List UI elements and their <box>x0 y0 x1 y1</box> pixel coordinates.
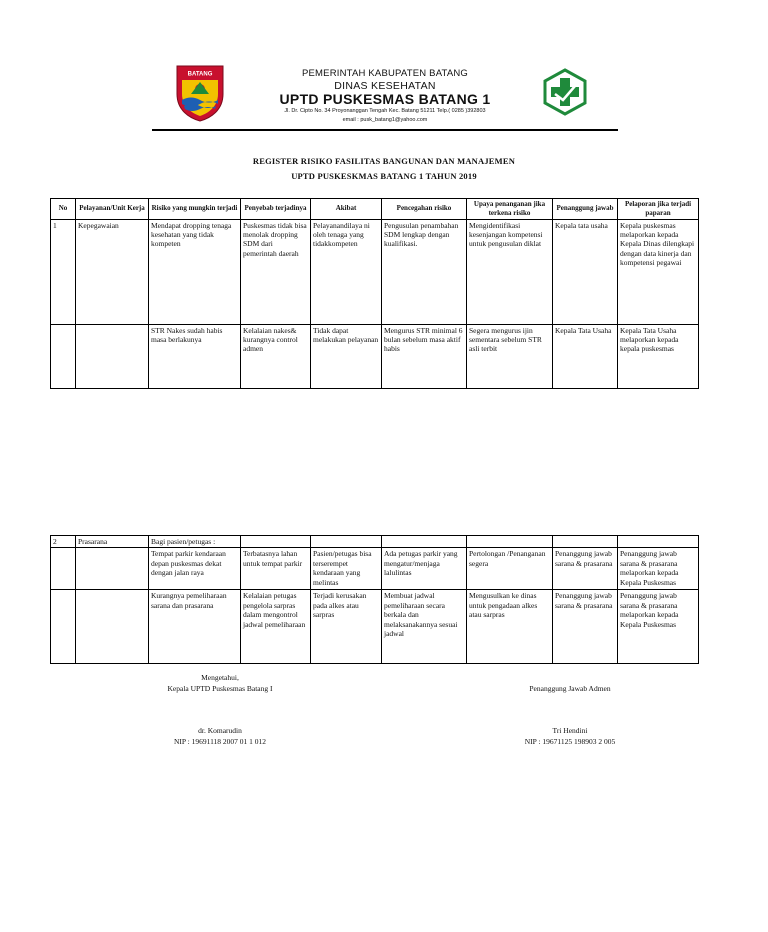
cell: Kurangnya pemeliharaan sarana dan prasarana <box>149 590 241 664</box>
header-prevention: Pencegahan risiko <box>382 199 467 220</box>
cell: Pasien/petugas bisa terserempet kendaraan yang melintas <box>311 548 382 590</box>
table-row <box>51 548 699 590</box>
cell: Segera mengurus ijin sementara sebelum STR asli terbit <box>467 324 553 388</box>
cell: Kelalaian petugas pengelola sarpras dalam mengontrol jadwal pemeliharaan <box>241 590 311 664</box>
cell: Kepala tata usaha <box>553 219 618 324</box>
letterhead-rule <box>152 129 618 131</box>
cell: Puskesmas tidak bisa menolak dropping SDM dari pemerintah daerah <box>241 219 311 324</box>
table-header-row <box>51 199 699 220</box>
cell <box>618 536 699 548</box>
letterhead-government: PEMERINTAH KABUPATEN BATANG <box>301 68 469 79</box>
cell: Mengusulkan ke dinas untuk pengadaan alkes atau sarpras <box>467 590 553 664</box>
cell: Pengusulan penambahan SDM lengkap dengan kualifikasi. <box>382 219 467 324</box>
document-subtitle: UPTD PUSKESKMAS BATANG 1 TAHUN 2019 <box>291 171 477 181</box>
cell: Tidak dapat melakukan pelayanan <box>311 324 382 388</box>
cell <box>76 548 149 590</box>
header-unit: Pelayanan/Unit Kerja <box>76 199 149 220</box>
cell: Penanggung jawab sarana & prasarana <box>553 548 618 590</box>
cell: Penanggung jawab sarana & prasarana melaporkan kepada Kepala Puskesmas <box>618 548 699 590</box>
document-title: REGISTER RISIKO FASILITAS BANGUNAN DAN MANAJEMEN <box>252 156 516 166</box>
puskesmas-logo <box>541 68 589 116</box>
cell <box>76 324 149 388</box>
sign-left-title: Kepala UPTD Puskesmas Batang I <box>167 684 273 693</box>
cell: Terjadi kerusakan pada alkes atau sarpras <box>311 590 382 664</box>
cell <box>51 590 76 664</box>
cell: Kelalaian nakes& kurangnya control admen <box>241 324 311 388</box>
table-row <box>51 219 699 324</box>
sign-right-title: Penanggung Jawab Admen <box>529 684 611 693</box>
cell: Mengidentifikasi kesenjangan kompetensi untuk pengusulan diklat <box>467 219 553 324</box>
cell <box>241 536 311 548</box>
risk-register-table-prasarana <box>50 535 699 664</box>
letterhead-agency: DINAS KESEHATAN <box>334 80 436 92</box>
letterhead-address: Jl. Dr. Cipto No. 34 Proyonanggan Tengah Kec. Batang 51211 Telp.( 0285 )392803 <box>284 108 486 114</box>
cell: Pelayanandilaya ni oleh tenaga yang tidakkompeten <box>311 219 382 324</box>
letterhead-email: email : pusk_batang1@yahoo.com <box>342 117 428 123</box>
cell <box>76 590 149 664</box>
cell: STR Nakes sudah habis masa berlakunya <box>149 324 241 388</box>
cell <box>467 536 553 548</box>
cell: Kepala Tata Usaha <box>553 324 618 388</box>
cell: Mendapat dropping tenaga kesehatan yang tidak kompeten <box>149 219 241 324</box>
letterhead-name: UPTD PUSKESMAS BATANG 1 <box>279 91 491 107</box>
crest-text: BATANG <box>187 71 213 78</box>
cell: Kepala Tata Usaha melaporkan kepada kepala puskesmas <box>618 324 699 388</box>
table-row <box>51 590 699 664</box>
sign-left-name: dr. Komarudin <box>198 726 242 735</box>
cell: Penanggung jawab sarana & prasarana melaporkan kepada Kepala Puskesmas <box>618 590 699 664</box>
cell: Membuat jadwal pemeliharaan secara berkala dan melaksanakannya sesuai jadwal <box>382 590 467 664</box>
sign-left-acknowledge: Mengetahui, <box>201 673 239 682</box>
cell <box>553 536 618 548</box>
header-effect: Akibat <box>311 199 382 220</box>
table-row <box>51 324 699 388</box>
cell: Kepegawaian <box>76 219 149 324</box>
cell <box>51 548 76 590</box>
cell: Bagi pasien/petugas : <box>149 536 241 548</box>
sign-right-name: Tri Hendini <box>552 726 588 735</box>
sign-left-nip: NIP : 19691118 2007 01 1 012 <box>173 737 267 746</box>
risk-register-table <box>50 198 699 389</box>
cell: Terbatasnya lahan untuk tempat parkir <box>241 548 311 590</box>
cell: 1 <box>51 219 76 324</box>
header-cause: Penyebab terjadinya <box>241 199 311 220</box>
header-reporting: Pelaporan jika terjadi paparan <box>618 199 699 220</box>
cell: 2 <box>51 536 76 548</box>
cell: Mengurus STR minimal 6 bulan sebelum masa aktif habis <box>382 324 467 388</box>
cell <box>382 536 467 548</box>
cell <box>311 536 382 548</box>
cell: Penanggung jawab sarana & prasarana <box>553 590 618 664</box>
header-responsible: Penanggung jawab <box>553 199 618 220</box>
cell: Ada petugas parkir yang mengatur/menjaga lalulintas <box>382 548 467 590</box>
cell: Pertolongan /Penanganan segera <box>467 548 553 590</box>
sign-right-nip: NIP : 19671125 198903 2 005 <box>524 737 616 746</box>
header-no: No <box>51 199 76 220</box>
header-handling: Upaya penanganan jika terkena risiko <box>467 199 553 220</box>
cell: Tempat parkir kendaraan depan puskesmas dekat dengan jalan raya <box>149 548 241 590</box>
cell: Prasarana <box>76 536 149 548</box>
table-row <box>51 536 699 548</box>
header-risk: Risiko yang mungkin terjadi <box>149 199 241 220</box>
batang-crest-logo <box>175 64 225 122</box>
cell <box>51 324 76 388</box>
cell: Kepala puskesmas melaporkan kepada Kepala Dinas dilengkapi dengan data kinerja dan kompetensi pegawai <box>618 219 699 324</box>
